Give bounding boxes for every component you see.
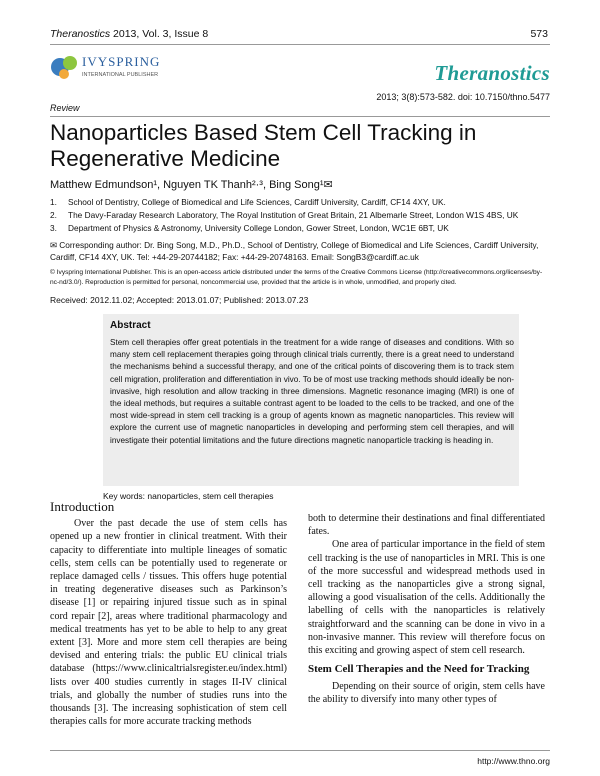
copyright-notice: © Ivyspring International Publisher. This is an open-access article distributed under the terms of the Creative Commons License (http://creativecommons.org/licenses/by-nc-nd/3.0/). Reproduction is permitted for personal, noncommercial use, provided that the article is in whole, unmodified, and properly cited. <box>50 269 543 286</box>
title-rule <box>50 116 550 117</box>
publisher-name: IVYSPRING <box>82 54 161 69</box>
affiliation-item: 1. School of Dentistry, College of Biomedical and Life Sciences, Cardiff University, Cardiff, CF14 4XY, UK. <box>50 197 446 207</box>
affiliation-item: 3. Department of Physics & Astronomy, University College London, Gower Street, London, WC1E 6BT, UK <box>50 223 449 233</box>
ivyspring-logo-icon <box>50 52 200 82</box>
section-paragraph: Depending on their source of origin, stem cells have the ability to diversify into many other types of <box>308 681 545 706</box>
journal-url: http://www.thno.org <box>477 756 550 766</box>
introduction-heading: Introduction <box>50 499 115 514</box>
keywords: Key words: nanoparticles, stem cell therapies <box>103 491 274 501</box>
footer-rule <box>50 750 550 751</box>
body-column-right <box>308 512 545 707</box>
authors: Matthew Edmundson¹, Nguyen TK Thanh²·³, Bing Song¹✉ <box>50 179 333 191</box>
intro-paragraph-continued: both to determine their destinations and final differentiated fates. <box>308 513 545 538</box>
body-column-left <box>50 500 287 728</box>
article-title: Nanoparticles Based Stem Cell Tracking in Regenerative Medicine <box>50 120 477 171</box>
running-header <box>50 28 208 40</box>
abstract-text: Stem cell therapies offer great potentials in the treatment for a wide range of diseases and conditions. With so many stem cell replacement therapies going through clinical trials currently, there is a great need to understand the mechanisms behind a successful therapy, and one of the critical points of discovering them is to track stem cell migration, proliferation and differentiation in vivo. To be of most use tracking methods should ideally be non-invasive, high resolution and allow tracking in three dimensions. Magnetic resonance imaging (MRI) is one of the ideal methods, but requires a suitable contrast agent to be loaded to the cells to be tracked, and one of the most wide-spread in stem cell tracking is a group of agents known as magnetic nanoparticles. This review will explore the current use of magnetic nanoparticles in developing and performing stem cell therapies, and will investigate their potential limitations and the future directions magnetic nanoparticle tracking is heading in. <box>110 338 514 445</box>
intro-paragraph-2: One area of particular importance in the field of stem cell tracking is the use of nanoparticles in MRI. This is one of the more successful and widespread methods used in cell tracking as the nanoparticles give a strong signal, allowing a good visualisation of the cells. Additionally the labelling of cells with the nanoparticles is relatively straightforward and the scanning can be done in vivo in a non-invasive manner. This review will therefore focus on this exciting and growing aspect of stem cell research. <box>308 539 545 657</box>
affiliations <box>50 196 550 235</box>
journal-brand: Theranostics <box>434 61 550 85</box>
article-type: Review <box>50 103 80 113</box>
corresponding-author: ✉ Corresponding author: Dr. Bing Song, M.D., Ph.D., School of Dentistry, College of Biomedical and Life Sciences, Cardiff University, Cardiff, CF14 4XY, UK. Tel: +44-29-20744182; Fax: +44-29-20748163. Email: SongB3@cardiff.ac.uk <box>50 240 539 262</box>
issue-info: 2013, Vol. 3, Issue 8 <box>110 28 209 40</box>
citation: 2013; 3(8):573-582. doi: 10.7150/thno.5477 <box>376 92 550 102</box>
page-number: 573 <box>530 28 548 40</box>
abstract-box <box>103 314 519 486</box>
affiliation-item: 2. The Davy-Faraday Research Laboratory, The Royal Institution of Great Britain, 21 Albemarle Street, London W1S 4BS, UK <box>50 210 519 220</box>
section-heading: Stem Cell Therapies and the Need for Tracking <box>308 663 530 676</box>
intro-paragraph: Over the past decade the use of stem cells has opened up a new frontier in clinical treatment. With their capacity to differentiate into multiple lineages of somatic cells, stem cells can be potentially used to regenerate or replace damaged cells / tissues. This offers huge potential in treating degenerative diseases such as Parkinson’s disease [1] or repairing injured tissue such as in spinal cord repair [2], areas where traditional pharmacology and medical treatments has yet to be able to help to any great extent [3]. More and more stem cell therapies are being devised and entering trials: the public EU clinical trials database (https://www.clinicaltrialsregister.eu/index.html) lists over 400 studies currently in stages II-IV clinical trials, and globally the number of studies runs into the thousands [3]. The increasing sophistication of stem cell therapies calls for more accurate tracking methods <box>50 518 287 728</box>
publisher-sub: INTERNATIONAL PUBLISHER <box>82 72 159 78</box>
journal-name: Theranostics <box>50 28 111 40</box>
header-rule <box>50 44 550 45</box>
abstract-heading: Abstract <box>110 320 151 331</box>
article-dates: Received: 2012.11.02; Accepted: 2013.01.07; Published: 2013.07.23 <box>50 295 309 305</box>
publisher-logo <box>50 52 200 82</box>
